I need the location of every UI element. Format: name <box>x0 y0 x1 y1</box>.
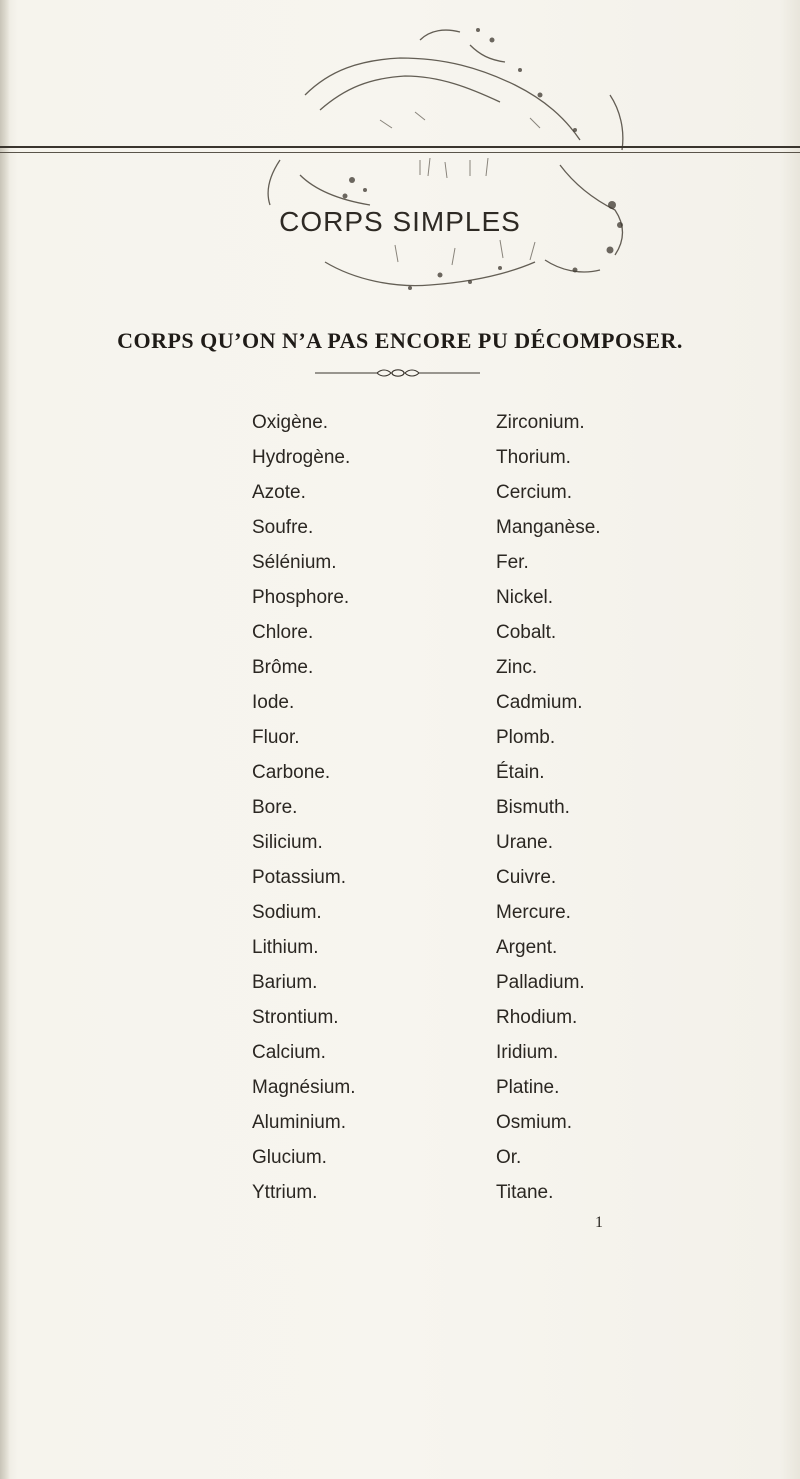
element-name: Cercium. <box>496 482 573 503</box>
elements-column-right <box>496 405 736 1210</box>
element-name: Cuivre. <box>496 867 557 888</box>
element-name: Iridium. <box>496 1042 559 1063</box>
element-name: Barium. <box>252 972 318 993</box>
element-name: Hydrogène. <box>252 447 351 468</box>
header-rule-thin <box>0 152 800 153</box>
element-name: Mercure. <box>496 902 571 923</box>
element-name: Glucium. <box>252 1147 327 1168</box>
element-name: Cobalt. <box>496 622 557 643</box>
elements-column-left <box>252 405 492 1210</box>
element-name: Sodium. <box>252 902 322 923</box>
page-number: 1 <box>595 1214 603 1231</box>
vignette-title: CORPS SIMPLES <box>279 206 521 237</box>
element-name: Osmium. <box>496 1112 572 1133</box>
element-name: Brôme. <box>252 657 314 678</box>
element-name: Lithium. <box>252 937 319 958</box>
element-name: Strontium. <box>252 1007 339 1028</box>
element-name: Bismuth. <box>496 797 570 818</box>
element-name: Carbone. <box>252 762 331 783</box>
element-name: Manganèse. <box>496 517 601 538</box>
element-name: Palladium. <box>496 972 585 993</box>
element-name: Potassium. <box>252 867 346 888</box>
element-name: Plomb. <box>496 727 556 748</box>
element-name: Thorium. <box>496 447 571 468</box>
element-name: Calcium. <box>252 1042 326 1063</box>
element-name: Fer. <box>496 552 529 573</box>
element-name: Silicium. <box>252 832 323 853</box>
element-name: Aluminium. <box>252 1112 346 1133</box>
element-name: Phosphore. <box>252 587 350 608</box>
element-name: Zinc. <box>496 657 538 678</box>
element-name: Oxigène. <box>252 412 329 433</box>
element-name: Soufre. <box>252 517 314 538</box>
element-name: Étain. <box>496 762 545 783</box>
element-name: Yttrium. <box>252 1182 318 1203</box>
element-name: Azote. <box>252 482 306 503</box>
ornamental-divider <box>315 369 480 377</box>
element-name: Nickel. <box>496 587 554 608</box>
element-name: Magnésium. <box>252 1077 356 1098</box>
element-name: Argent. <box>496 937 558 958</box>
element-name: Sélénium. <box>252 552 337 573</box>
element-name: Iode. <box>252 692 295 713</box>
page-subtitle: CORPS QU’ON N’A PAS ENCORE PU DÉCOMPOSER. <box>117 328 683 353</box>
element-name: Fluor. <box>252 727 300 748</box>
element-name: Rhodium. <box>496 1007 578 1028</box>
header-rule <box>0 146 800 148</box>
element-name: Zirconium. <box>496 412 585 433</box>
element-name: Platine. <box>496 1077 560 1098</box>
element-name: Urane. <box>496 832 554 853</box>
element-name: Cadmium. <box>496 692 583 713</box>
element-name: Or. <box>496 1147 522 1168</box>
element-name: Titane. <box>496 1182 554 1203</box>
element-name: Bore. <box>252 797 298 818</box>
engraved-vignette <box>0 0 800 300</box>
element-name: Chlore. <box>252 622 314 643</box>
